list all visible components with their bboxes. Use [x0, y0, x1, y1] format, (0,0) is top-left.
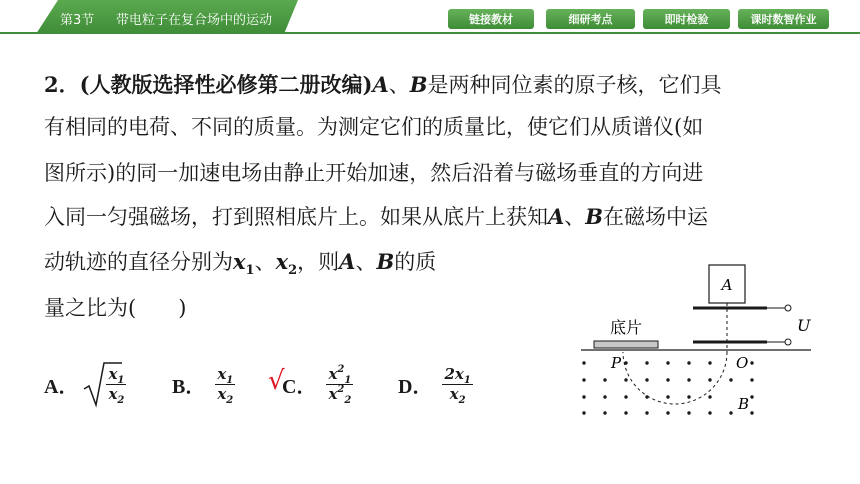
question-line-5: 动轨迹的直径分别为$x_1$、$x_2$，则A、B的质 — [44, 249, 437, 279]
point-o-label: O — [736, 354, 749, 372]
field-dot — [750, 395, 753, 398]
question-line-1: 2．(人教版选择性必修第二册改编)A、B是两种同位素的原子核，它们具 — [44, 72, 722, 97]
nav-study-points-button[interactable]: 细研考点 — [546, 9, 635, 29]
field-dot — [582, 411, 585, 414]
question-line-6: 量之比为( ) — [44, 296, 187, 320]
option-c-fraction: $\frac{x^2_1}{x^2_2}$ — [328, 363, 352, 406]
option-b[interactable]: B． $\frac{x_1}{x_2}$ — [172, 364, 234, 406]
field-dot — [645, 361, 648, 364]
field-dot — [687, 361, 690, 364]
section-title: 带电粒子在复合场中的运动 — [116, 13, 273, 28]
film-label: 底片 — [609, 318, 643, 337]
question-line-3: 图所示)的同一加速电场由静止开始加速，然后沿着与磁场垂直的方向进 — [44, 161, 704, 185]
question-number: 2． — [44, 72, 80, 97]
field-dot — [687, 395, 690, 398]
option-d[interactable]: D． $\frac{2x_1}{x_2}$ — [398, 364, 471, 406]
point-p-label: P — [611, 354, 622, 372]
correct-answer-check-icon: √ — [268, 366, 285, 396]
field-dot — [645, 395, 648, 398]
lower-terminal — [785, 339, 791, 345]
field-dot — [624, 361, 627, 364]
field-dot — [666, 361, 669, 364]
field-dot — [666, 411, 669, 414]
mass-spectrometer-figure — [575, 262, 815, 418]
field-dot — [666, 378, 669, 381]
question-line-4: 入同一匀强磁场，打到照相底片上。如果从底片上获知A、B在磁场中运 — [44, 204, 709, 229]
option-a[interactable]: A． $\frac{x_1}{x_2}$ — [44, 356, 126, 412]
field-dot — [708, 395, 711, 398]
field-dot — [687, 378, 690, 381]
field-dot — [645, 411, 648, 414]
option-a-fraction: $\frac{x_1}{x_2}$ — [108, 364, 125, 406]
ion-source-label: A — [721, 276, 733, 294]
header-divider — [0, 32, 860, 34]
section-number: 第3节 — [60, 13, 95, 28]
field-dot — [624, 411, 627, 414]
field-dot — [708, 411, 711, 414]
field-dot — [645, 378, 648, 381]
field-dot — [750, 378, 753, 381]
field-dot — [603, 378, 606, 381]
option-b-fraction: $\frac{x_1}{x_2}$ — [217, 364, 234, 406]
photographic-film — [594, 341, 658, 348]
field-dot — [708, 378, 711, 381]
field-dot — [582, 395, 585, 398]
field-dot — [603, 411, 606, 414]
field-dot — [687, 411, 690, 414]
field-dot — [582, 361, 585, 364]
field-dot — [624, 395, 627, 398]
field-b-label: B — [738, 395, 750, 413]
upper-terminal — [785, 305, 791, 311]
field-dot — [603, 395, 606, 398]
option-c[interactable]: C． $\frac{x^2_1}{x^2_2}$ — [282, 363, 352, 406]
field-dot — [666, 395, 669, 398]
question-source: (人教版选择性必修第二册改编) — [79, 72, 373, 97]
field-dot — [708, 361, 711, 364]
field-dot — [582, 378, 585, 381]
option-d-fraction: $\frac{2x_1}{x_2}$ — [444, 364, 471, 406]
field-dot — [750, 361, 753, 364]
field-dot — [729, 378, 732, 381]
magnetic-field-dots — [582, 361, 753, 414]
field-dot — [624, 378, 627, 381]
nav-instant-check-button[interactable]: 即时检验 — [643, 9, 730, 29]
field-dot — [729, 411, 732, 414]
nav-link-textbook-button[interactable]: 链接教材 — [448, 9, 534, 29]
field-dot — [750, 411, 753, 414]
voltage-label: U — [797, 316, 811, 335]
nav-homework-button[interactable]: 课时数智作业 — [738, 9, 829, 29]
question-line-2: 有相同的电荷、不同的质量。为测定它们的质量比，使它们从质谱仪(如 — [44, 115, 704, 139]
